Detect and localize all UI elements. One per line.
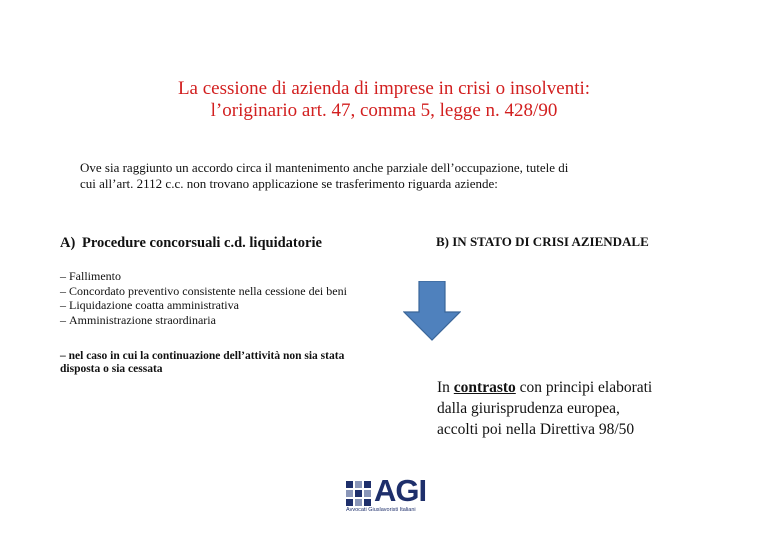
column-a-heading [60,235,322,252]
contrast-line-1: In contrasto con principi elaborati [437,379,653,396]
logo-text: AGI [374,473,427,508]
slide-title-line-2: l’originario art. 47, comma 5, legge n. 428/90 [210,100,558,121]
down-arrow-icon [403,281,461,341]
contrast-line-2: dalla giurisprudenza europea, [437,400,620,417]
column-a-note-line-1: – nel caso in cui la continuazione dell’attività non sia stata [60,350,345,362]
down-arrow-shape [404,281,460,340]
logo-subtitle: Avvocati Giuslavoristi Italiani [346,507,416,513]
column-b-heading: B) IN STATO DI CRISI AZIENDALE [436,234,649,249]
list-item: – Liquidazione coatta amministrativa [60,298,239,312]
list-item: – Concordato preventivo consistente nella cessione dei beni [60,283,347,298]
logo-mark-icon [346,481,371,506]
procedure-list [60,269,347,327]
intro-line-2: cui all’art. 2112 c.c. non trovano applicazione se trasferimento riguarda aziende: [80,176,498,191]
slide-title-line-1: La cessione di azienda di imprese in crisi o insolventi: [177,78,591,99]
intro-paragraph [80,160,700,192]
column-a-note-line-2: disposta o sia cessata [60,362,163,375]
contrast-line-3: accolti poi nella Direttiva 98/50 [437,421,635,438]
list-item: – Amministrazione straordinaria [60,312,216,327]
column-a-letter: A) [60,235,76,251]
agi-logo [346,473,436,519]
contrast-keyword: contrasto [453,379,516,396]
slide-title [0,78,768,122]
column-a-note [60,350,390,375]
list-item: – Fallimento [60,269,121,283]
column-a-heading-text: Procedure concorsuali c.d. liquidatorie [82,235,322,251]
contrast-paragraph [437,377,652,440]
intro-line-1: Ove sia raggiunto un accordo circa il mantenimento anche parziale dell’occupazione, tutele di [80,160,569,175]
